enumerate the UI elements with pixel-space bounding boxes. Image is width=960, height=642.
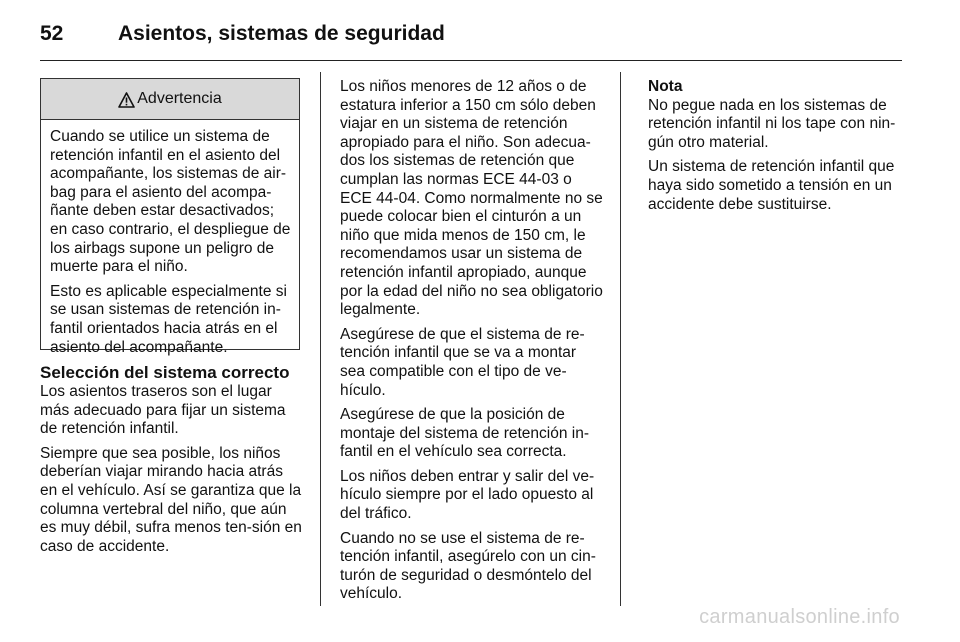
note-paragraph: Un sistema de retención infantil que haya sido sometido a tensión en un accidente debe sustituirse. [648, 158, 895, 213]
warning-triangle-icon [118, 92, 135, 108]
section-heading: Selección del sistema correcto [40, 363, 290, 382]
page-title: Asientos, sistemas de seguridad [118, 22, 445, 45]
middle-paragraph: Cuando no se use el sistema de re-tención infantil, asegúrelo con un cin-turón de seguridad o desmóntelo del vehículo. [340, 529, 596, 603]
middle-column [340, 78, 604, 610]
warning-paragraph: Cuando se utilice un sistema de retención infantil en el asiento del acompañante, los sistemas de air-bag para el asiento del acompa-ñante deben estar desactivados; en caso contrario, el despliegue de los airbags supone un peligro de muerte para el niño. [50, 128, 291, 276]
middle-paragraph: Los niños menores de 12 años o de estatura inferior a 150 cm sólo deben viajar en un sistema de retención apropiado para el niño. Son adecua-dos los sistemas de retención que cumplan las normas ECE 44-03 o ECE 44-04. Como normalmente no se puede colocar bien el cinturón a un niño que mida menos de 150 cm, le recomendamos usar un sistema de retención infantil apropiado, aunque por la edad del niño no sea obligatorio legalmente. [340, 78, 603, 319]
middle-paragraph: Los niños deben entrar y salir del ve-hículo siempre por el lado opuesto al del tráfico. [340, 467, 595, 523]
warning-title: Advertencia [137, 90, 222, 107]
section-paragraph: Los asientos traseros son el lugar más adecuado para fijar un sistema de retención infantil. [40, 383, 286, 438]
middle-paragraph: Asegúrese de que el sistema de re-tención infantil que se va a montar sea compatible con el tipo de ve-hículo. [340, 325, 585, 399]
warning-box [40, 78, 300, 356]
column-divider-left [320, 72, 321, 606]
warning-header [41, 79, 299, 120]
warning-body [41, 120, 299, 357]
section-selection [40, 363, 302, 562]
note-paragraph: No pegue nada en los sistemas de retención infantil ni los tape con nin-gún otro material. [648, 96, 896, 151]
page-header [40, 14, 445, 54]
section-paragraph: Siempre que sea posible, los niños deberían viajar mirando hacia atrás en el vehículo. Así se garantiza que la columna vertebral del niño, que aún es muy débil, sufra menos ten-sión en caso de accidente. [40, 444, 302, 555]
header-rule [40, 60, 902, 61]
warning-paragraph: Esto es aplicable especialmente si se usan sistemas de retención in-fantil orientados hacia atrás en el asiento del acompañante. [50, 282, 287, 356]
note-column [648, 78, 906, 220]
note-label: Nota [648, 78, 683, 95]
middle-paragraph: Asegúrese de que la posición de montaje del sistema de retención in-fantil en el vehículo sea correcta. [340, 406, 589, 461]
page-number: 52 [40, 22, 64, 45]
watermark: carmanualsonline.info [699, 606, 900, 628]
column-divider-right [620, 72, 621, 606]
